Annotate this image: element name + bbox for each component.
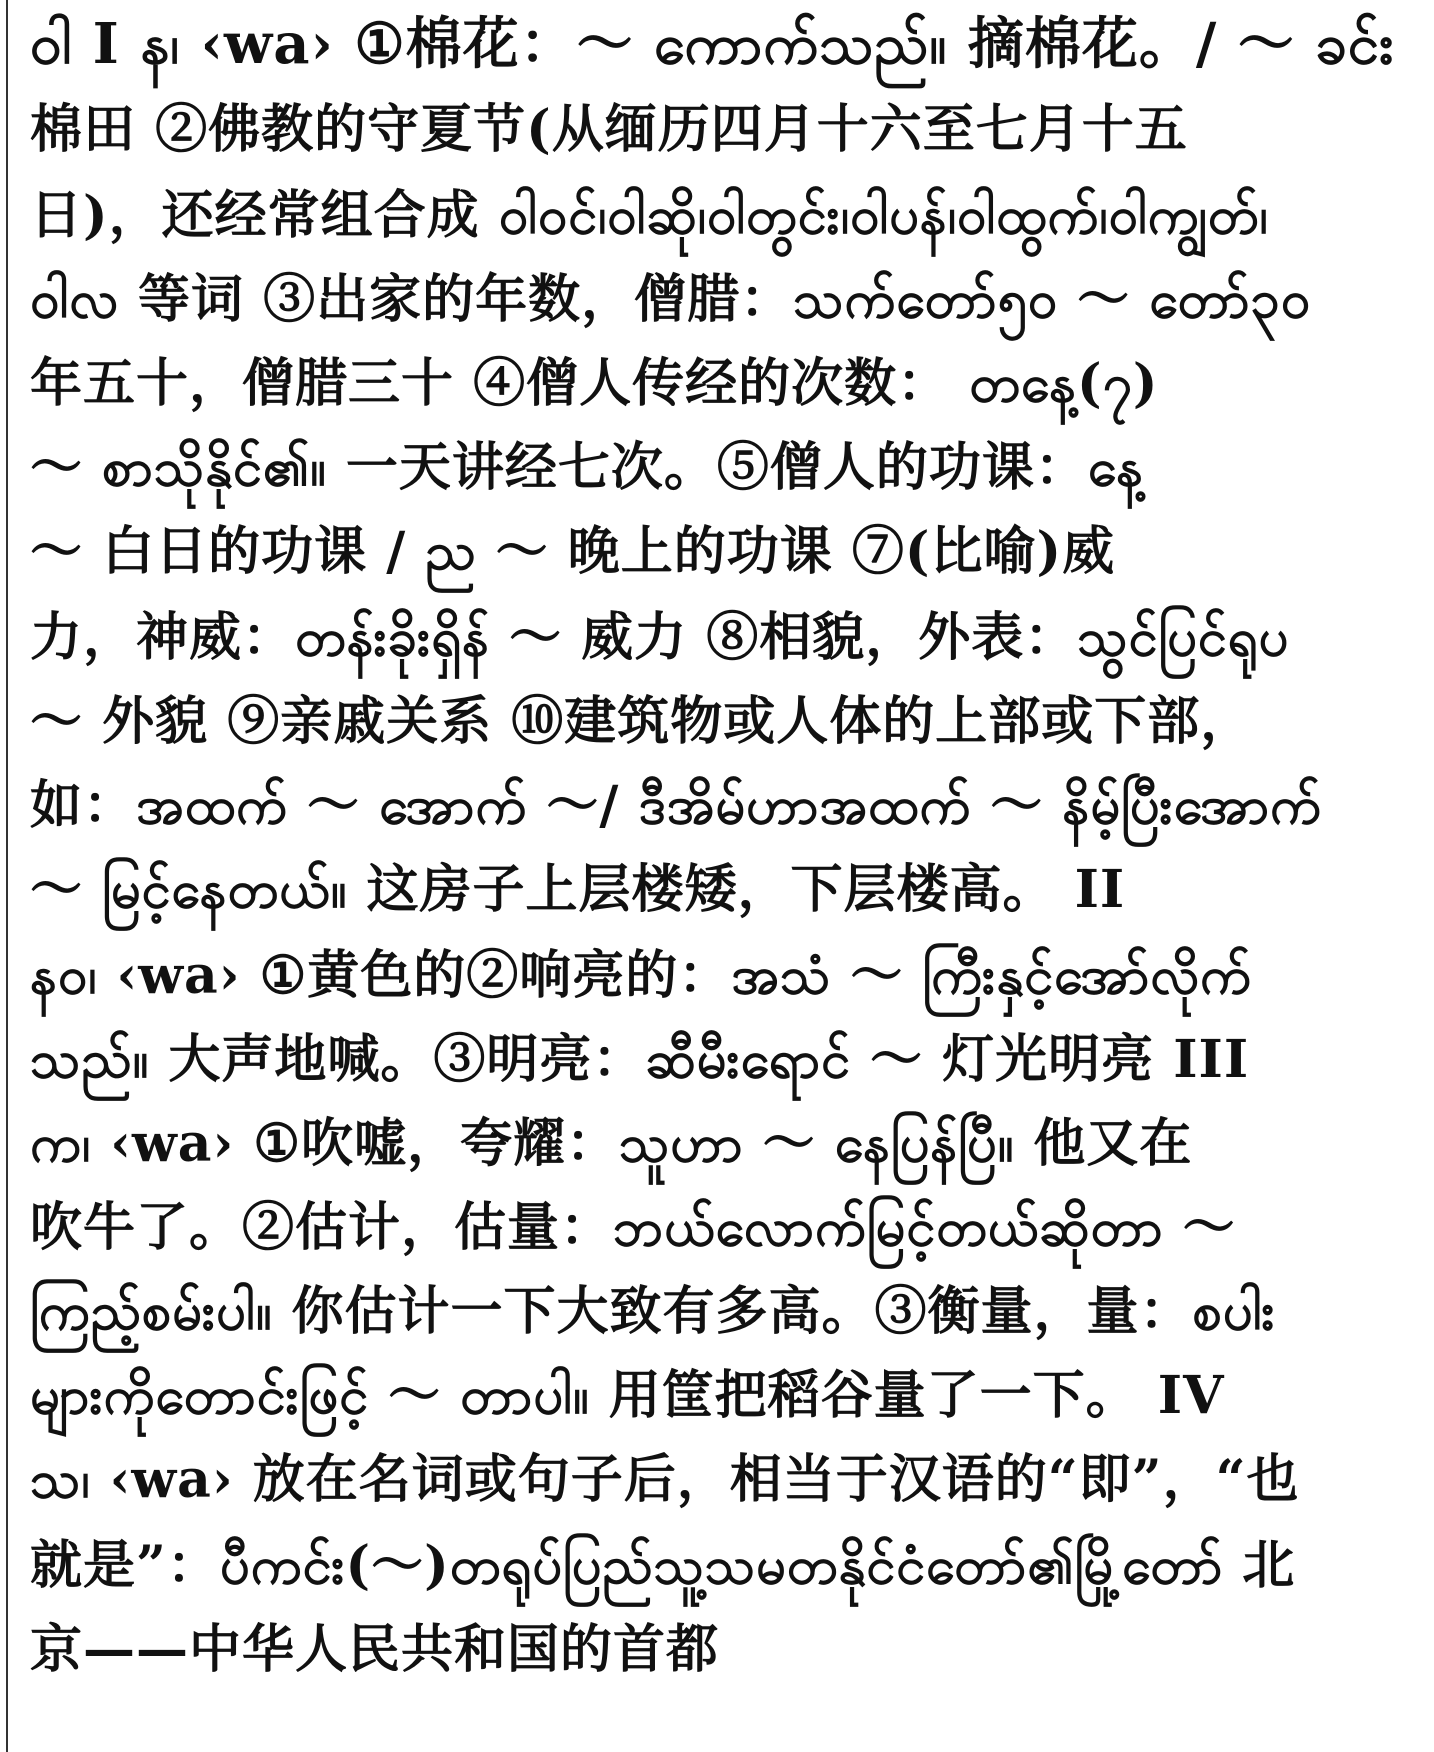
- entry-line-13: သည်။ 大声地喊。③明亮：ဆီမီးရောင် ～ 灯光明亮 III: [30, 1029, 1250, 1090]
- entry-line-4: ဝါလ 等词 ③出家的年数，僧腊：သက်တော်၅၀ ～ တော်၃၀: [30, 269, 1311, 330]
- entry-line-2: 棉田 ②佛教的守夏节(从缅历四月十六至七月十五: [30, 99, 1188, 160]
- entry-line-12: နဝ၊ ‹wa› ①黄色的②响亮的：အသံ ～ ကြီးနှင့်အော်လိုက်: [30, 945, 1252, 1006]
- entry-line-20: 京——中华人民共和国的首都: [30, 1619, 720, 1680]
- entry-line-3: 日)，还经常组合成 ဝါဝင်၊ဝါဆို၊ဝါတွင်း၊ဝါပန်၊ဝါထွက်၊ဝါကျွတ်၊: [30, 185, 1269, 246]
- entry-line-6: ～ စာသိုနိုင်၏။ 一天讲经七次。⑤僧人的功课：နေ့: [30, 437, 1145, 498]
- page-left-border: [6, 0, 8, 1752]
- entry-line-15: 吹牛了。②估计，估量：ဘယ်လောက်မြင့်တယ်ဆိုတာ ～: [30, 1197, 1236, 1258]
- entry-line-18: သ၊ ‹wa› 放在名词或句子后，相当于汉语的“即”，“也: [30, 1449, 1300, 1510]
- entry-line-16: ကြည့်စမ်းပါ။ 你估计一下大致有多高。③衡量，量：စပါး: [30, 1281, 1276, 1342]
- entry-line-7: ～ 白日的功课 / ည ～ 晚上的功课 ⑦(比喻)威: [30, 521, 1116, 582]
- entry-line-14: က၊ ‹wa› ①吹嘘，夸耀：သူဟာ ～ နေပြန်ပြီ။ 他又在: [30, 1113, 1193, 1174]
- entry-line-8: 力，神威：တန်းခိုးရှိန် ～ 威力 ⑧相貌，外表：သွင်ပြင်ရုပ: [30, 607, 1290, 668]
- entry-line-17: များကိုတောင်းဖြင့် ～ တာပါ။ 用筐把稻谷量了一下。 IV: [30, 1365, 1225, 1426]
- entry-line-5: 年五十，僧腊三十 ④僧人传经的次数： တနေ့(၇): [30, 353, 1159, 414]
- entry-line-1: ဝါ I န၊ ‹wa› ①棉花：～ ကောက်သည်။ 摘棉花。/ ～ ခင်း: [30, 11, 1395, 77]
- entry-line-11: ～ မြင့်နေတယ်။ 这房子上层楼矮，下层楼高。 II: [30, 859, 1126, 920]
- entry-line-10: 如：အထက် ～ အောက် ～/ ဒီအိမ်ဟာအထက် ～ နိမ့်ပြီးအောက်: [30, 775, 1322, 836]
- entry-line-19: 就是”：ပီကင်း(～)တရုပ်ပြည်သူ့သမတနိုင်ငံတော်၏မြို့တော် 北: [30, 1535, 1296, 1596]
- entry-line-9: ～ 外貌 ⑨亲戚关系 ⑩建筑物或人体的上部或下部，: [30, 691, 1254, 752]
